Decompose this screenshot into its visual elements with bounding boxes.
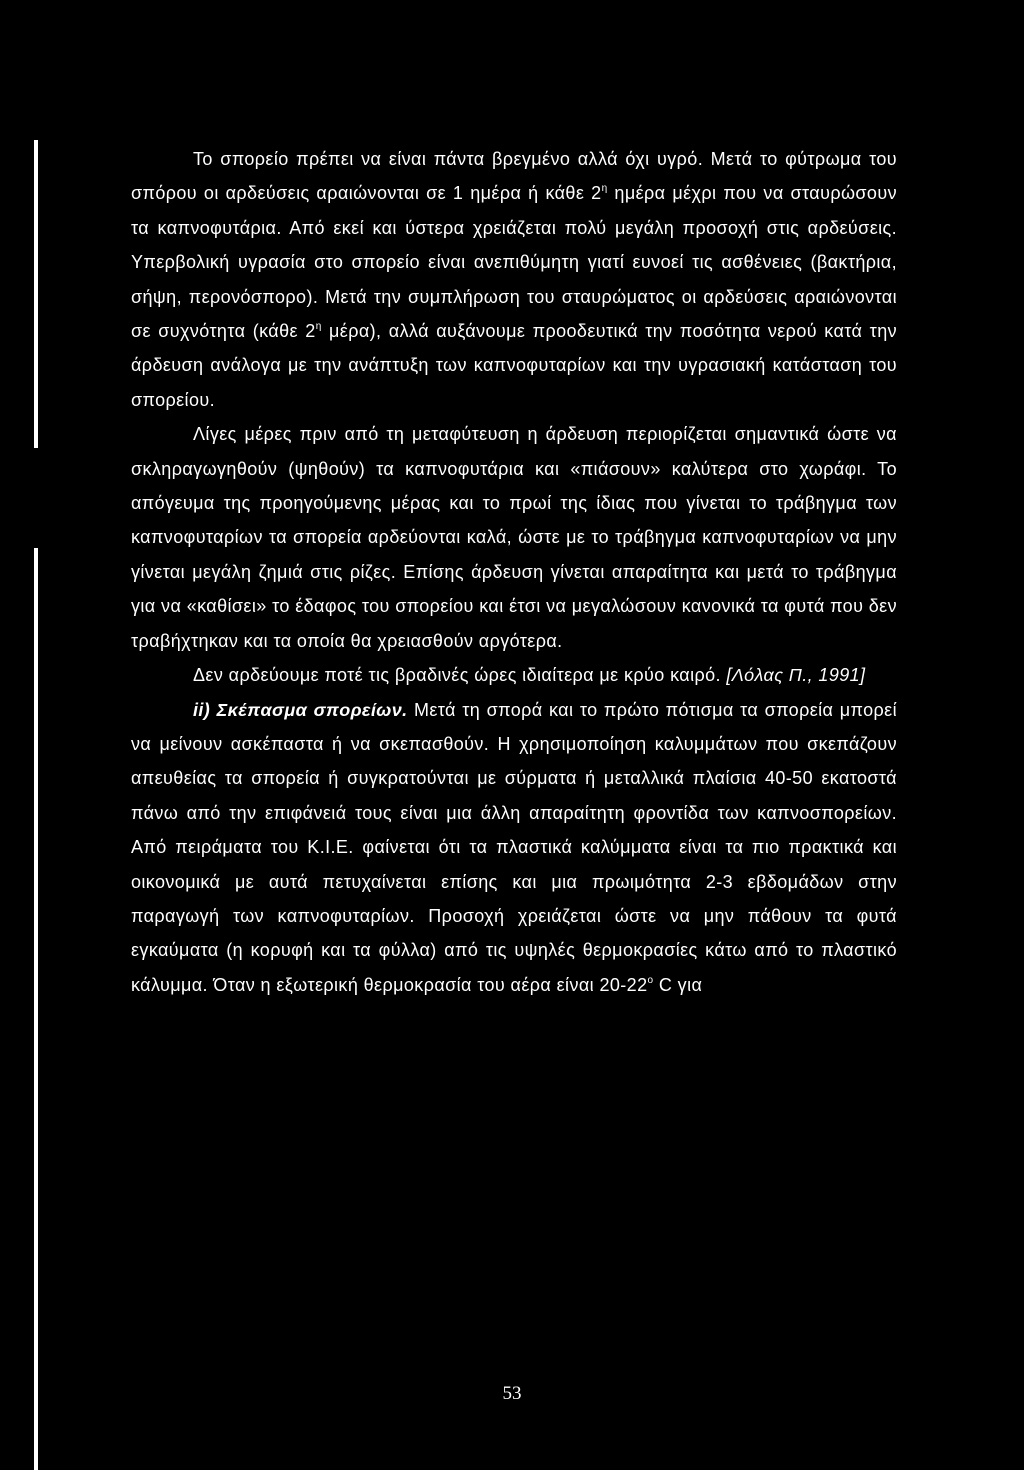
text-run: C για xyxy=(653,974,703,995)
text-run: Μετά τη σπορά και το πρώτο πότισμα τα σπορεία μπορεί να μείνουν ασκέπαστα ή να σκεπασθούν. Η χρησιμοποίηση καλυμμάτων που σκεπάζουν απευθείας τα σπορεία ή συγκρατούνται με σύρματα ή μεταλλικά πλαίσια 40-50 εκατοστά πάνω από την επιφάνειά τους είναι μια άλλη απαραίτητη φροντίδα των καπνοσπορείων. Από πειράματα του Κ.Ι.Ε. φαίνεται ότι τα πλαστικά καλύμματα είναι τα πιο πρακτικά και οικονομικά με αυτά πετυχαίνεται επίσης και μια πρωιμότητα 2-3 εβδομάδων στην παραγωγή των καπνοφυταρίων. Προσοχή χρειάζεται ώστε να μην πάθουν τα φυτά εγκαύματα (η κορυφή και τα φύλλα) από τις υψηλές θερμοκρασίες κάτω από το πλαστικό κάλυμμα. Όταν η εξωτερική θερμοκρασία του αέρα είναι 20-22 xyxy=(131,699,897,995)
text-run: Λίγες μέρες πριν από τη μεταφύτευση η άρδευση περιορίζεται σημαντικά ώστε να σκληραγωγηθούν (ψηθούν) τα καπνοφυτάρια και «πιάσουν» καλύτερα στο χωράφι. Το απόγευμα της προηγούμενης μέρας και το πρωί της ίδιας που γίνεται το τράβηγμα των καπνοφυταρίων τα σπορεία αρδεύονται καλά, ώστε με το τράβηγμα καπνοφυταρίων να μην γίνεται μεγάλη ζημιά στις ρίζες. Επίσης άρδευση γίνεται απαραίτητα και μετά το τράβηγμα για να «καθίσει» το έδαφος του σπορείου και έτσι να μεγαλώσουν κανονικά τα φυτά που δεν τραβήχτηκαν και τα οποία θα χρειασθούν αργότερα. xyxy=(131,424,897,651)
superscript: η xyxy=(601,183,608,195)
section-heading: ii) Σκέπασμα σπορείων. xyxy=(193,699,408,720)
citation: [Λόλας Π., 1991] xyxy=(726,665,866,686)
text-run: ημέρα μέχρι που να σταυρώσουν τα καπνοφυτάρια. Από εκεί και ύστερα χρειάζεται πολύ μεγάλη προσοχή στις αρδεύσεις. Υπερβολική υγρασία στο σπορείο είναι ανεπιθύμητη γιατί ευνοεί τις ασθένειες (βακτήρια, σήψη, περονόσπορο). Μετά την συμπλήρωση του σταυρώματος οι αρδεύσεις αραιώνονται σε συχνότητα (κάθε 2 xyxy=(131,183,897,342)
superscript: ο xyxy=(647,974,654,986)
text-run: Το σπορείο πρέπει να είναι πάντα βρεγμένο αλλά όχι υγρό. Μετά το φύτρωμα του σπόρου οι αρδεύσεις αραιώνονται σε 1 ημέρα ή κάθε 2 xyxy=(131,149,897,204)
superscript: η xyxy=(315,321,322,333)
text-run: μέρα), αλλά αυξάνουμε προοδευτικά την ποσότητα νερού κατά την άρδευση ανάλογα με την ανάπτυξη των καπνοφυταρίων και την υγρασιακή κατάσταση του σπορείου. xyxy=(131,321,898,410)
page-number: 53 xyxy=(502,1383,522,1404)
text-run: Δεν αρδεύουμε ποτέ τις βραδινές ώρες ιδιαίτερα με κρύο καιρό. xyxy=(193,665,727,686)
paragraph-covering xyxy=(131,693,897,1003)
paragraph-transplant xyxy=(131,417,897,658)
paragraph-irrigation xyxy=(131,142,897,417)
scan-edge-mark xyxy=(34,548,38,1470)
scan-edge-mark xyxy=(34,140,38,448)
document-body xyxy=(131,142,897,1002)
paragraph-evening xyxy=(131,658,897,692)
